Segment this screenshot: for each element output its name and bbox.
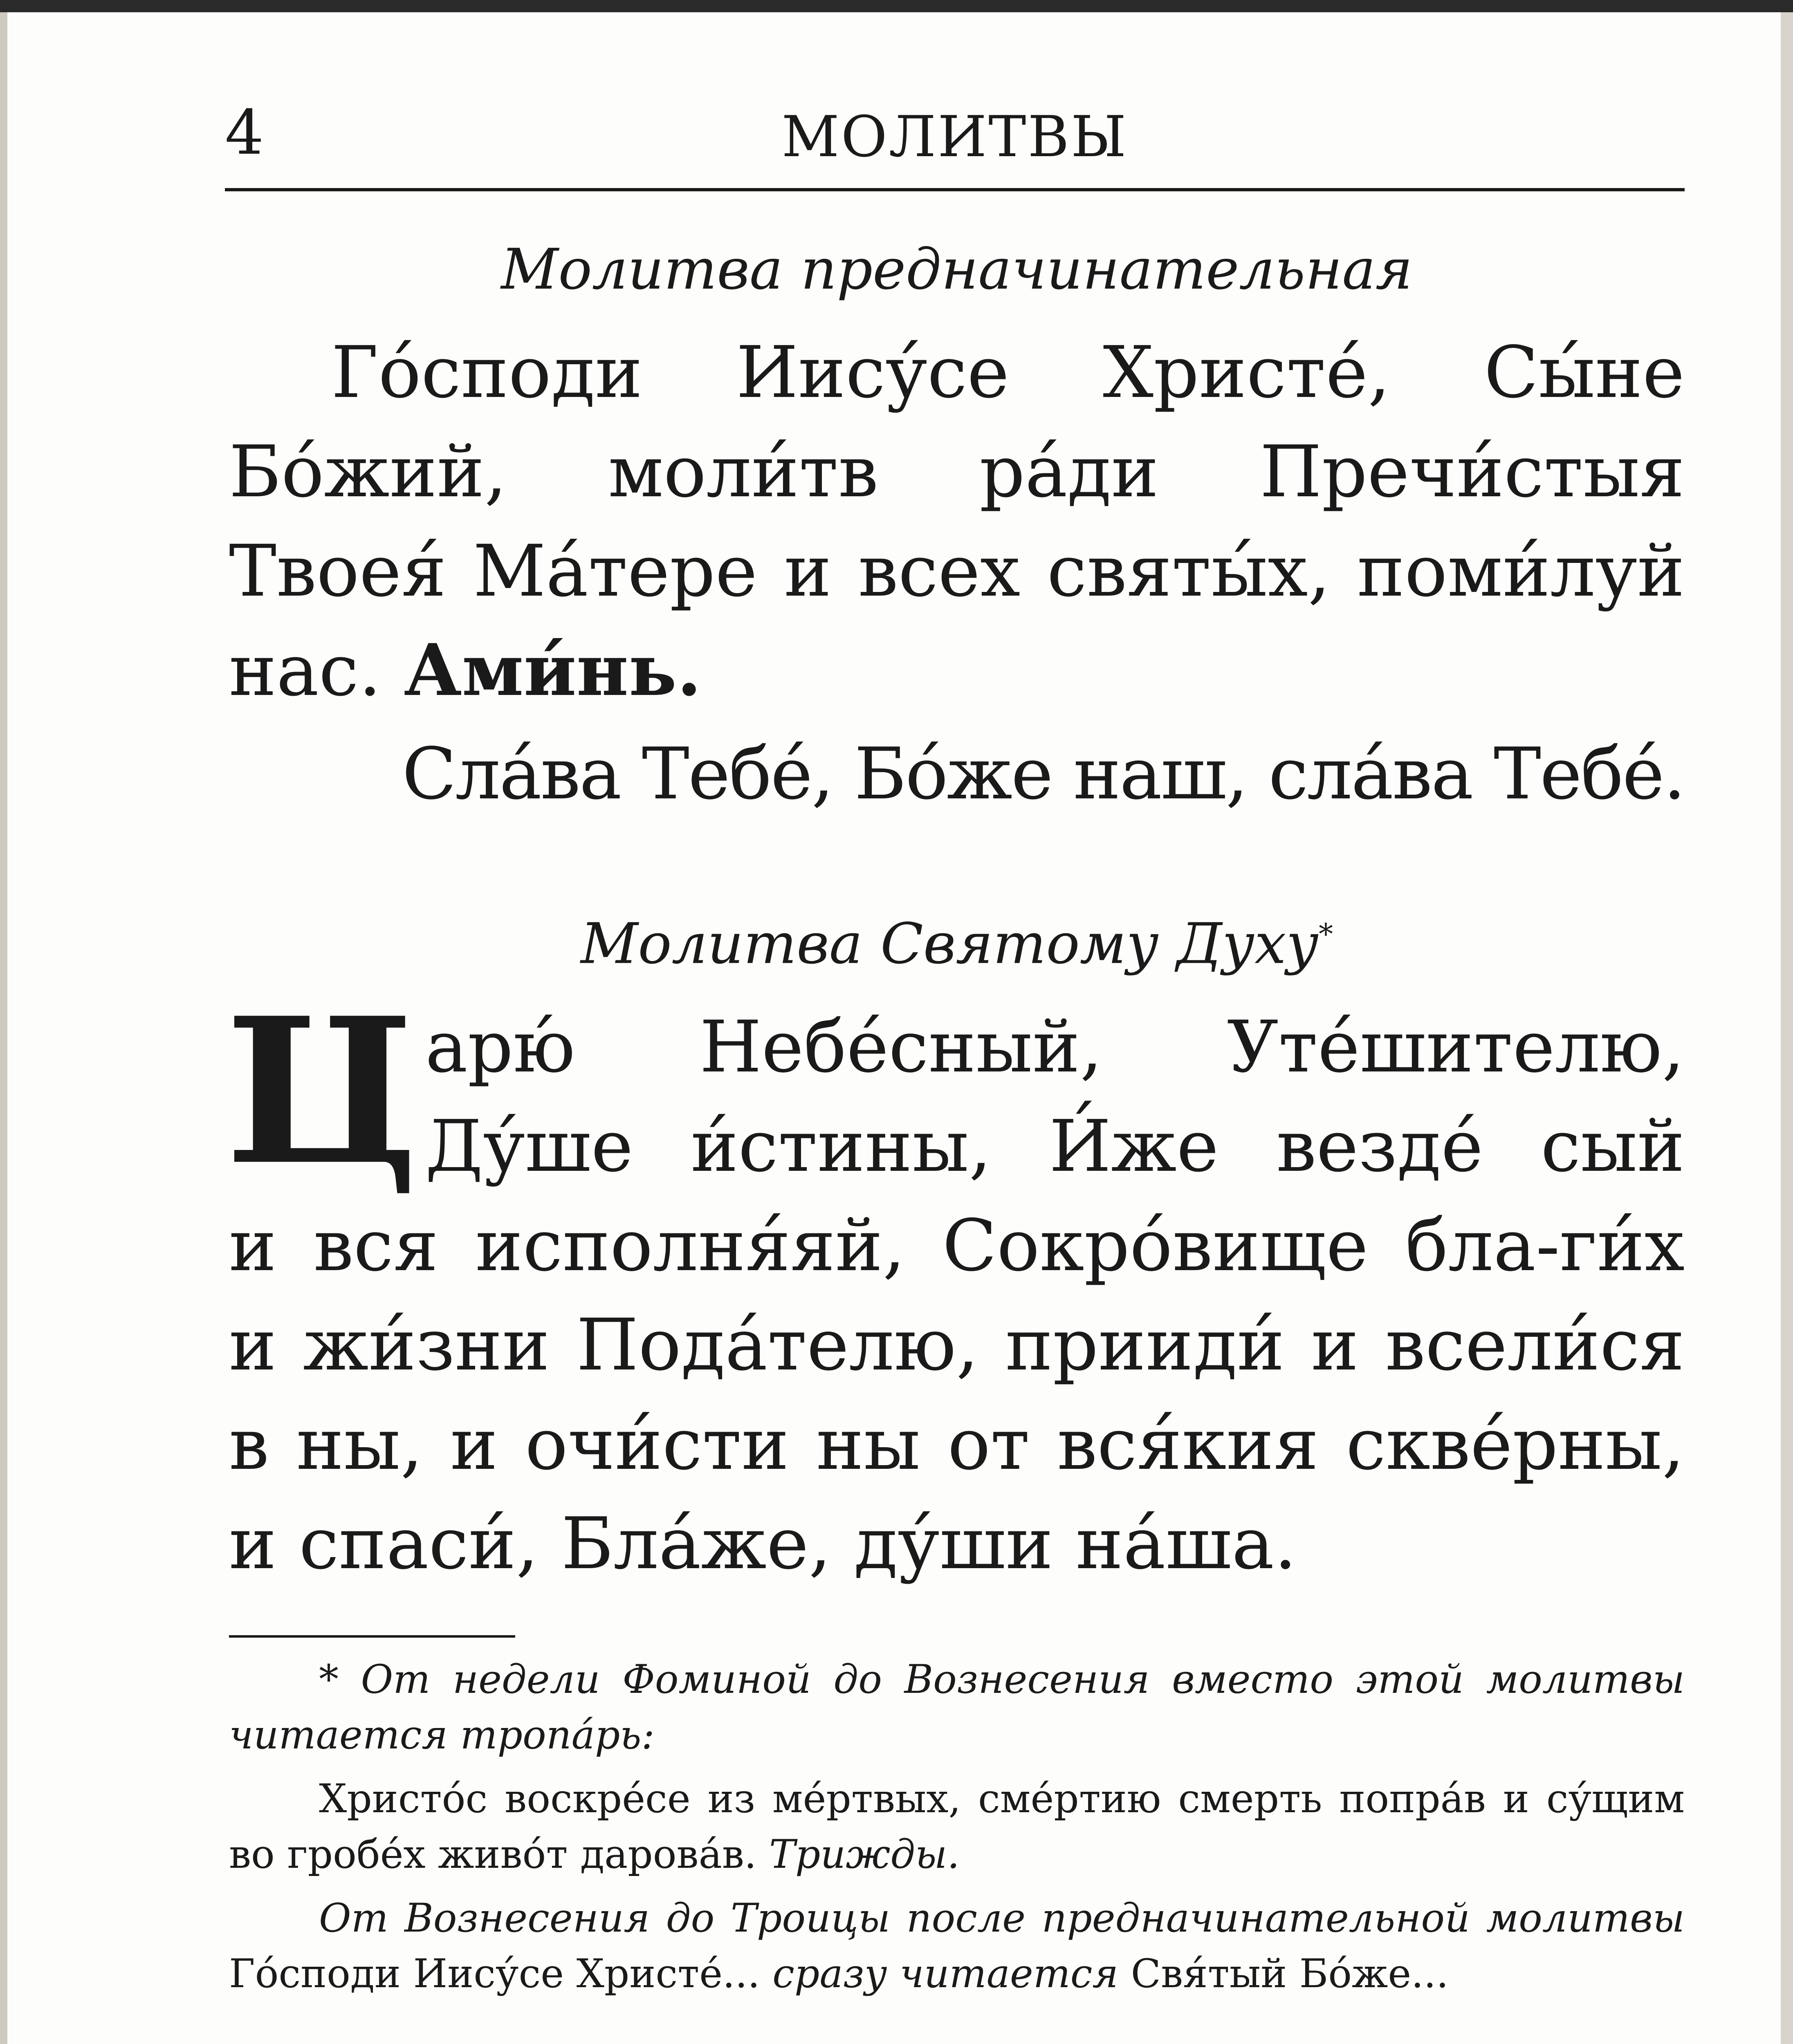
page-body	[225, 229, 1685, 1594]
page-edge-left	[0, 12, 7, 2044]
footnote-ascension	[229, 1890, 1685, 2001]
ascension-part-a: От Вознесения до Троицы после предначинательной молитвы	[319, 1895, 1685, 1941]
page-edge-right	[1781, 12, 1793, 2044]
footnote-intro: * От недели Фоминой до Вознесения вместо этой молитвы читается тропа́рь:	[229, 1656, 1685, 1758]
ascension-part-b: Го́споди Иису́се Христе́...	[229, 1951, 760, 1997]
ascension-part-d: Свя́тый Бо́же...	[1131, 1951, 1449, 1997]
section-heading-holy-spirit	[229, 893, 1685, 985]
running-title: МОЛИТВЫ	[781, 104, 1128, 170]
running-head	[225, 94, 1685, 191]
page-number: 4	[225, 97, 264, 168]
footnote-rule	[229, 1635, 515, 1638]
amen-word: Ами́нь.	[404, 629, 702, 712]
footnote-mark: *	[1318, 917, 1333, 951]
page-edge-top	[0, 0, 1793, 12]
heading-text: Молитва Святому Духу	[581, 911, 1319, 977]
prayer-text-holy-spirit	[225, 973, 1685, 1594]
troparion-text: Христо́с воскре́се из ме́ртвых, сме́ртию смерть попра́в и су́щим во гробе́х живо́т дарова́в.	[229, 1776, 1685, 1877]
footnotes	[229, 1652, 1685, 2010]
prayer-text-preliminary	[229, 323, 1685, 720]
glory-line: Сла́ва Тебе́, Бо́же наш, сла́ва Тебе́.	[402, 733, 1685, 816]
footnote-troparion	[229, 1771, 1685, 1882]
ascension-part-c: сразу читается	[760, 1951, 1131, 1997]
prayer-line-1: арю́ Небе́сный, Уте́шителю,	[425, 1005, 1685, 1089]
prayer-line-2: Ду́ше и́стины, И́же везде́ сый	[425, 1105, 1685, 1188]
prayer-rest: и вся исполня́яй, Сокро́вище бла-ги́х и жи́зни Пода́телю, прииди́ и всели́ся в ны, и очи́сти ны от вся́кия скве́рны, и спаси́, Бла́же, ду́ши на́ша.	[229, 1204, 1685, 1585]
section-heading-preliminary-prayer: Молитва предначинательная	[501, 237, 1413, 302]
drop-cap: Ц	[225, 973, 419, 1209]
prayer-body: Го́споди Иису́се Христе́, Сы́не Бо́жий, моли́тв ра́ди Пречи́стыя Твоея́ Ма́тере и всех святы́х, поми́луй нас.	[229, 331, 1685, 712]
thrice-note: Трижды.	[769, 1831, 960, 1877]
